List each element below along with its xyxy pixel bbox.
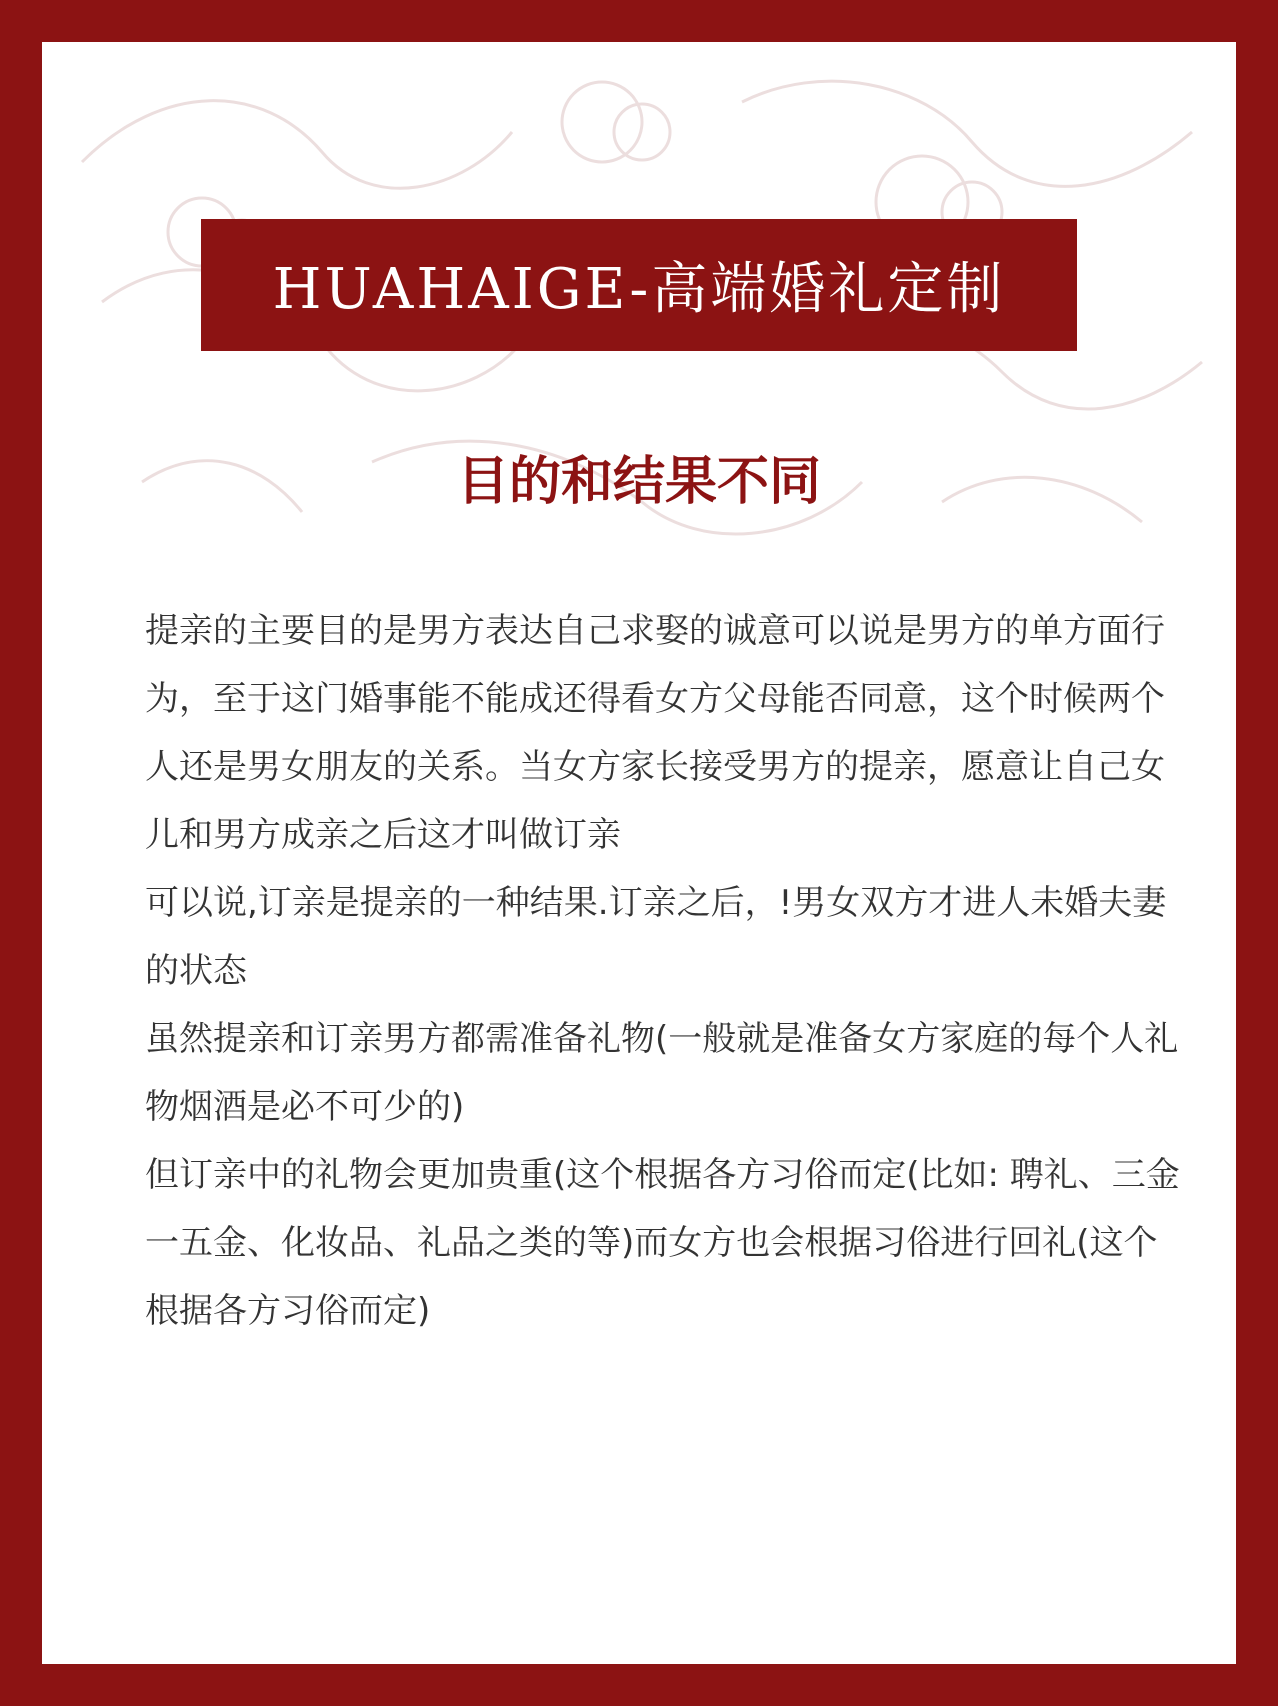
paragraph-2: 可以说,订亲是提亲的一种结果.订亲之后，!男女双方才进人未婚夫妻的状态 [145,883,1167,991]
page-frame [42,42,1236,1664]
banner-title: HUAHAIGE-高端婚礼定制 [272,257,1006,322]
section-heading: 目的和结果不同 [456,452,821,512]
article-body [145,597,1185,1345]
paragraph-4: 但订亲中的礼物会更加贵重(这个根据各方习俗而定(比如: 聘礼、三金一五金、化妆品、礼品之类的等)而女方也会根据习俗进行回礼(这个根据各方习俗而定) [145,1155,1180,1331]
header-banner [201,219,1077,351]
paragraph-3: 虽然提亲和订亲男方都需准备礼物(一般就是准备女方家庭的每个人礼物烟酒是必不可少的) [145,1019,1179,1127]
paragraph-1: 提亲的主要目的是男方表达自己求娶的诚意可以说是男方的单方面行为，至于这门婚事能不能成还得看女方父母能否同意，这个时候两个人还是男女朋友的关系。当女方家长接受男方的提亲，愿意让自己女儿和男方成亲之后这才叫做订亲 [145,611,1165,855]
